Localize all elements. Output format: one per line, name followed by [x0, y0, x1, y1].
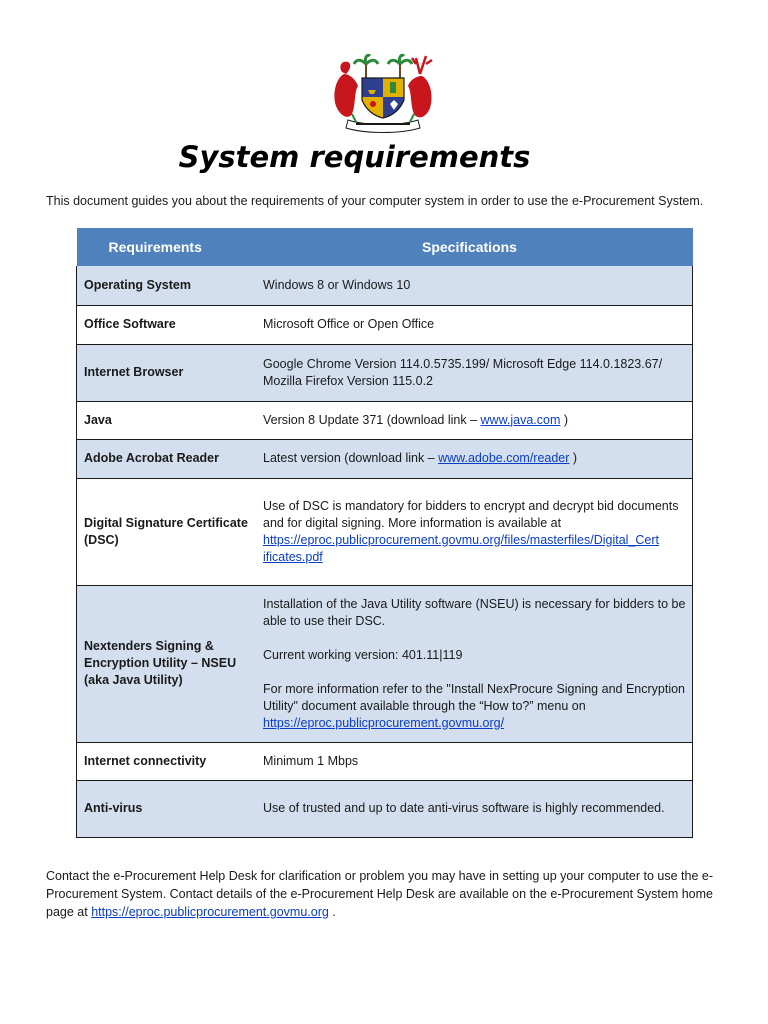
requirements-table: [76, 228, 693, 838]
row-value-adobe-reader: [256, 439, 693, 478]
row-value-nseu: [256, 585, 693, 742]
adobe-download-link[interactable]: www.adobe.com/reader: [438, 451, 570, 465]
row-value-office-software: Microsoft Office or Open Office: [256, 305, 693, 344]
row-value-internet-browser: [256, 344, 693, 401]
nseu-version: Current working version: 401.11|119: [263, 647, 463, 662]
row-label-internet-browser: Internet Browser: [77, 344, 257, 401]
java-text: Version 8 Update 371 (download link –: [263, 412, 481, 427]
table-row: [77, 266, 693, 305]
page-title: System requirements: [178, 140, 531, 174]
table-row: [77, 344, 693, 401]
table-row: [77, 585, 693, 742]
browser-line-1: Google Chrome Version 114.0.5735.199/ Microsoft Edge 114.0.1823.67/: [263, 356, 663, 371]
table-header-row: [77, 228, 693, 266]
dsc-info-link-line-2[interactable]: ificates.pdf: [263, 549, 323, 564]
row-value-anti-virus: Use of trusted and up to date anti-virus software is highly recommended.: [256, 780, 693, 837]
table-row: [77, 401, 693, 439]
footer-paragraph: [46, 867, 716, 921]
footer-eproc-link[interactable]: https://eproc.publicprocurement.govmu.org: [91, 905, 329, 919]
row-value-internet-connectivity: Minimum 1 Mbps: [256, 742, 693, 780]
table-row: [77, 439, 693, 478]
row-value-digital-signature: [256, 478, 693, 585]
row-label-office-software: Office Software: [77, 305, 257, 344]
nseu-eproc-link[interactable]: https://eproc.publicprocurement.govmu.org/: [263, 715, 505, 730]
row-label-internet-connectivity: Internet connectivity: [77, 742, 257, 780]
intro-paragraph: This document guides you about the requirements of your computer system in order to use the e-Procurement System.: [46, 194, 704, 208]
header-specifications: Specifications: [256, 228, 693, 266]
row-value-java: [256, 401, 693, 439]
table-row: [77, 780, 693, 837]
footer-text: Contact the e-Procurement Help Desk for clarification or problem you may have in setting up your computer to use the e-Procurement System. Contact details of the e-Procurement Help Desk are available on the e-Procurement System home page at: [46, 869, 713, 919]
row-label-digital-signature: Digital Signature Certificate (DSC): [77, 478, 257, 585]
adobe-suffix: ): [569, 451, 578, 465]
coat-of-arms-emblem: [326, 44, 440, 136]
row-label-anti-virus: Anti-virus: [77, 780, 257, 837]
dsc-text: Use of DSC is mandatory for bidders to encrypt and decrypt bid documents and for digital signing. More information is available at: [263, 498, 679, 530]
nseu-paragraph-1: Installation of the Java Utility software (NSEU) is necessary for bidders to be able to use their DSC.: [263, 596, 686, 628]
header-requirements: Requirements: [77, 228, 257, 266]
adobe-text: Latest version (download link –: [263, 451, 439, 465]
row-label-nseu: Nextenders Signing & Encryption Utility – NSEU (aka Java Utility): [77, 585, 257, 742]
row-label-adobe-reader: Adobe Acrobat Reader: [77, 439, 257, 478]
footer-suffix: .: [328, 905, 336, 919]
table-row: [77, 742, 693, 780]
table-row: [77, 478, 693, 585]
row-label-operating-system: Operating System: [77, 266, 257, 305]
browser-line-2: Mozilla Firefox Version 115.0.2: [263, 373, 433, 388]
java-suffix: ): [560, 412, 569, 427]
row-value-operating-system: Windows 8 or Windows 10: [256, 266, 693, 305]
dsc-info-link-line-1[interactable]: https://eproc.publicprocurement.govmu.org/files/masterfiles/Digital_Cert: [263, 532, 660, 547]
java-download-link[interactable]: www.java.com: [480, 412, 561, 427]
row-label-java: Java: [77, 401, 257, 439]
table-row: [77, 305, 693, 344]
nseu-paragraph-3: For more information refer to the "Install NexProcure Signing and Encryption Utility" document available through the “How to?” menu on: [263, 681, 685, 713]
